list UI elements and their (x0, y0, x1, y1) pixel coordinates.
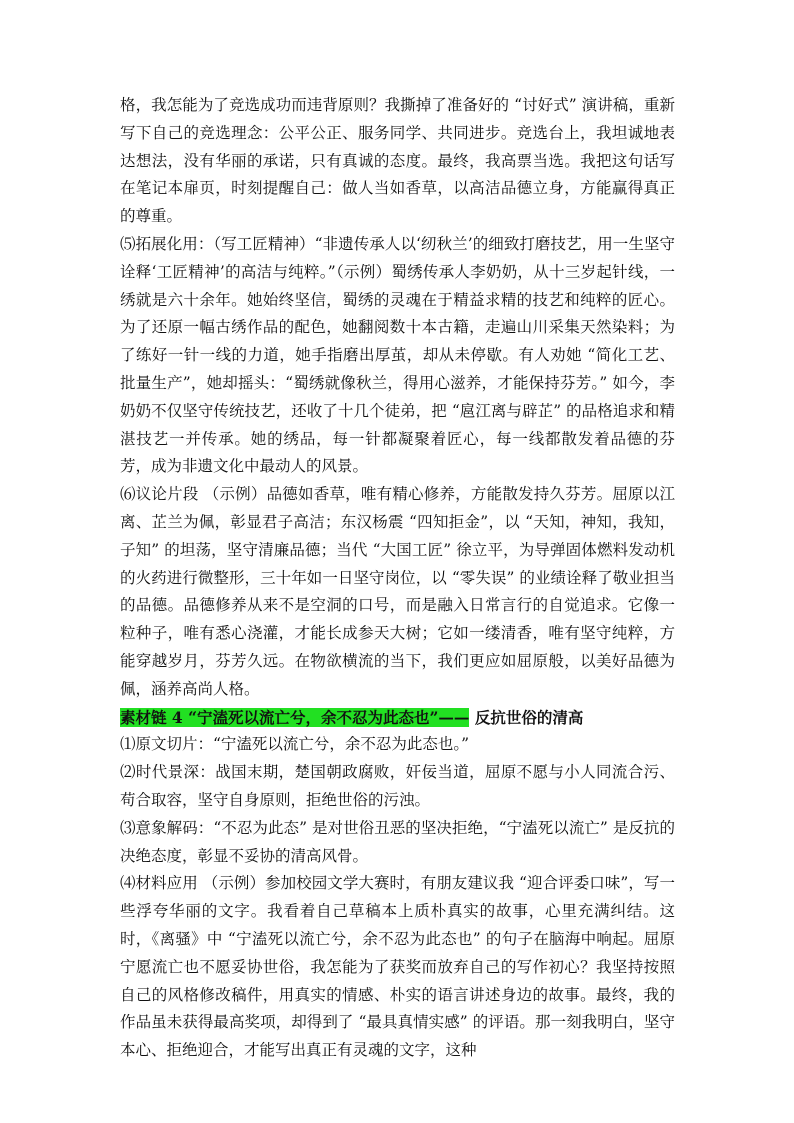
paragraph-continuation: 格，我怎能为了竞选成功而违背原则？我撕掉了准备好的 “讨好式” 演讲稿，重新写下自己的竞选理念：公平公正、服务同学、共同进步。竞选台上，我坦诚地表达想法，没有华丽的承诺，只有真诚的态度。最终，我高票当选。我把这句话写在笔记本扉页，时刻提醒自己：做人当如香草，以高洁品德立身，方能赢得真正的尊重。 (120, 96, 675, 226)
section-heading (120, 704, 675, 732)
paragraph-original-text: ⑴原文切片：“宁溘死以流亡兮，余不忍为此态也。” (120, 735, 470, 754)
section-heading-highlight: 素材链 4 “宁溘死以流亡兮，余不忍为此态也”—— (120, 707, 470, 727)
paragraph-extension-craftsman: ⑸拓展化用：（写工匠精神）“非遗传承人以‘纫秋兰’的细致打磨技艺，用一生坚守诠释‘工匠精神’的高洁与纯粹。”（示例）蜀绣传承人李奶奶，从十三岁起针线，一绣就是六十余年。她始终坚信，蜀绣的灵魂在于精益求精的技艺和纯粹的匠心。为了还原一幅古绣作品的配色，她翻阅数十本古籍，走遍山川采集天然染料；为了练好一针一线的力道，她手指磨出厚茧，却从未停歇。有人劝她 “简化工艺、批量生产”，她却摇头：“蜀绣就像秋兰，得用心滋养，才能保持芬芳。” 如今，李奶奶不仅坚守传统技艺，还收了十几个徒弟，把 “扈江离与辟芷” 的品格追求和精湛技艺一并传承。她的绣品，每一针都凝聚着匠心，每一线都散发着品德的芬芳，成为非遗文化中最动人的风景。 (120, 234, 675, 476)
document-page (120, 92, 675, 1065)
paragraph-material-application: ⑷材料应用 （示例）参加校园文学大赛时，有朋友建议我 “迎合评委口味”，写一些浮夸华丽的文字。我看着自己草稿本上质朴真实的故事，心里充满纠结。这时，《离骚》中 “宁溘死以流亡兮，余不忍为此态也” 的句子在脑海中响起。屈原宁愿流亡也不愿妥协世俗，我怎能为了获奖而放弃自己的写作初心？我坚持按照自己的风格修改稿件，用真实的情感、朴实的语言讲述身边的故事。最终，我的作品虽未获得最高奖项，却得到了 “最具真情实感” 的评语。那一刻我明白，坚守本心、拒绝迎合，才能写出真正有灵魂的文字，这种 (120, 874, 675, 1060)
paragraph-argument-sample: ⑹议论片段 （示例）品德如香草，唯有精心修养，方能散发持久芬芳。屈原以江离、芷兰为佩，彰显君子高洁；东汉杨震 “四知拒金”，以 “天知，神知，我知，子知” 的坦荡，坚守清廉品德；当代 “大国工匠” 徐立平，为导弹固体燃料发动机的火药进行微整形，三十年如一日坚守岗位，以 “零失误” 的业绩诠释了敬业担当的品德。品德修养从来不是空洞的口号，而是融入日常言行的自觉追求。它像一粒种子，唯有悉心浇灌，才能长成参天大树；它如一缕清香，唯有坚守纯粹，方能穿越岁月，芬芳久远。在物欲横流的当下，我们更应如屈原般，以美好品德为佩，涵养高尚人格。 (120, 485, 675, 698)
section-heading-rest: 反抗世俗的清高 (469, 707, 584, 727)
paragraph-historical-context: ⑵时代景深：战国末期，楚国朝政腐败，奸佞当道，屈原不愿与小人同流合污、苟合取容，坚守自身原则，拒绝世俗的污浊。 (120, 763, 675, 809)
paragraph-imagery-decoding: ⑶意象解码：“不忍为此态” 是对世俗丑恶的坚决拒绝，“宁溘死以流亡” 是反抗的决绝态度，彰显不妥协的清高风骨。 (120, 818, 675, 865)
